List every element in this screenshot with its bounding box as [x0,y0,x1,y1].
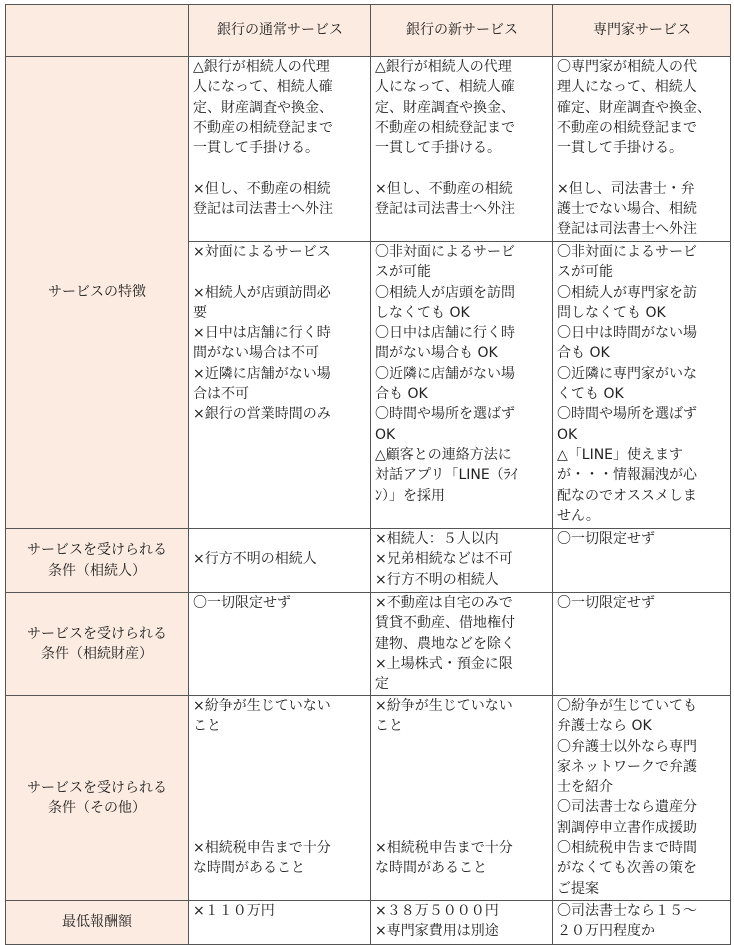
cell-line: 〇時間や場所を選ばず [557,406,697,423]
cell-line: 〇一切限定せず [557,595,655,611]
cell-features1-bank-regular [189,57,371,242]
cell-line: 〇司法書士なら遺産分 [557,799,697,816]
cell-line: 要 [193,304,207,321]
cell-line: ×但し、不動産の相続 [375,180,513,197]
row-label-text: 条件（相続人） [48,562,146,579]
cell-line: △銀行が相続人の代理 [193,59,330,75]
cell-line: ×紛争が生じていない [193,698,331,714]
cell-line: ×不動産は自宅のみで [375,595,513,611]
cell-line: 理人になって、相続人 [557,79,697,96]
cell-line: ×但し、司法書士・弁 [557,180,695,197]
cell-other-bank-new [371,696,553,901]
spacer [193,737,367,838]
blank-line [193,158,367,178]
cell-line: 〇近隣に専門家がいな [557,365,697,382]
cell-line: 間がない場合も OK [375,345,498,362]
cell-line: 人になって、相続人確 [375,79,515,96]
cell-line: △銀行が相続人の代理 [375,59,512,75]
cell-line: 〇専門家が相続人の代 [557,59,697,75]
cell-line: 弁護士なら OK [557,718,652,735]
cell-features1-bank-new [371,57,553,242]
row-label-text: 条件（相続財産） [41,646,153,662]
cell-line: 〇一切限定せず [193,595,291,611]
row-label-text: サービスの特徴 [48,284,146,301]
cell-line: ×相続税申告まで十分 [375,839,513,856]
cell-line: 対話アプリ「LINE（ﾗｲ [375,467,518,484]
cell-line: ×相続人が店頭訪問必 [193,284,331,301]
cell-line: OK [557,426,578,443]
cell-line: しなくても OK [375,304,470,321]
cell-line: ×対面によるサービス [193,244,331,260]
cell-line: ×行方不明の相続人 [193,551,317,568]
cell-fee-bank-new [371,901,553,945]
cell-line: ×日中は店舗に行く時 [193,325,331,342]
cell-line: △「LINE」使えます [557,446,684,463]
cell-line: 一貫して手掛ける。 [557,140,683,157]
cell-line: 賃貸不動産、借地権付 [375,615,515,632]
cell-line: 〇非対面によるサービ [375,244,515,260]
cell-line: 〇日中は時間がない場 [557,325,697,342]
service-comparison-table [5,4,731,945]
cell-line: OK [375,426,396,443]
cell-line: 人になって、相続人確 [193,79,333,96]
cell-line: ご提案 [557,880,599,897]
cell-line: 一貫して手掛ける。 [193,140,319,157]
other-conditions-label [6,696,189,901]
cell-line: こと [375,718,403,735]
cell-line: 定 [375,676,389,693]
cell-line: 〇紛争が生じていても [557,698,697,714]
spacer [375,737,549,838]
cell-line: 合は不可 [193,386,249,403]
row-label-text: 条件（その他） [48,800,146,816]
blank-line [375,158,549,178]
cell-line: 定、財産調査や換金、 [375,99,515,116]
row-label-text: サービスを受けられる [27,542,167,559]
cell-line: ×近隣に店舗がない場 [193,365,331,382]
cell-other-expert [553,696,731,901]
cell-line: 〇日中は店舗に行く時 [375,325,515,342]
row-label-text: 最低報酬額 [62,914,132,931]
header-row [6,5,731,57]
cell-line: 〇相続人が店頭を訪問 [375,284,515,301]
cell-line: 家ネットワークで弁護 [557,758,697,775]
cell-line: 登記は司法書士へ外注 [557,221,697,238]
header-bank-new: 銀行の新サービス [371,5,553,57]
cell-heir-bank-new [371,529,553,593]
cell-line: ×相続税申告まで十分 [193,839,331,856]
features-row-1 [6,57,731,242]
cell-line: 〇相続人が専門家を訪 [557,284,697,301]
cell-fee-expert [553,901,731,945]
blank-line [557,158,727,178]
cell-line: 確定、財産調査や換金、 [557,99,711,116]
cell-line: 登記は司法書士へ外注 [193,201,333,218]
header-corner-cell [6,5,189,57]
min-fee-row [6,901,731,945]
min-fee-label [6,901,189,945]
cell-line: 〇近隣に店舗がない場 [375,365,515,382]
blank-line [193,262,367,282]
cell-line: くても OK [557,386,624,403]
cell-asset-expert [553,593,731,696]
cell-line: 〇相続税申告まで時間 [557,840,697,857]
cell-line: ×行方不明の相続人 [375,571,499,588]
cell-line: 一貫して手掛ける。 [375,140,501,157]
other-conditions-row [6,696,731,901]
cell-features2-bank-regular [189,242,371,529]
cell-features2-bank-new [371,242,553,529]
cell-line: が・・・情報漏洩が心 [557,467,697,484]
cell-line: ×但し、不動産の相続 [193,180,331,197]
cell-line: 〇司法書士なら１５～ [557,903,697,919]
cell-line: せん。 [557,507,600,524]
cell-line: 間がない場合は不可 [193,345,319,362]
row-label-text: サービスを受けられる [27,625,167,642]
asset-conditions-row [6,593,731,696]
cell-line: ×紛争が生じていない [375,698,513,714]
cell-line: 不動産の相続登記まで [193,119,333,136]
cell-line: 合も OK [375,386,428,403]
cell-line: ×３８万５０００円 [375,903,499,919]
cell-line: ×上場株式・預金に限 [375,655,513,672]
cell-line: 割調停申立書作成援助 [557,819,697,836]
cell-line: ×相続人：５人以内 [375,531,499,547]
cell-line: な時間があること [375,859,487,876]
cell-line: 問しなくても OK [557,304,666,321]
cell-line: ﾝ）」を採用 [375,487,445,504]
cell-line: 〇弁護士以外なら専門 [557,738,697,755]
cell-line: 配なのでオススメしま [557,487,697,504]
cell-asset-bank-new [371,593,553,696]
blank-line [193,529,367,549]
cell-heir-bank-regular [189,529,371,593]
cell-other-bank-regular [189,696,371,901]
heir-conditions-label [6,529,189,593]
heir-conditions-row [6,529,731,593]
cell-line: 護士でない場合、相続 [557,201,697,218]
cell-line: 定、財産調査や換金、 [193,99,333,116]
cell-line: ２０万円程度か [557,923,655,940]
cell-line: 士を紹介 [557,779,613,796]
cell-line: スが可能 [557,264,613,281]
cell-asset-bank-regular [189,593,371,696]
cell-line: 〇非対面によるサービ [557,244,697,260]
cell-line: ×専門家費用は別途 [375,923,499,940]
cell-features2-expert [553,242,731,529]
cell-line: ×兄弟相続などは不可 [375,551,513,568]
asset-conditions-label [6,593,189,696]
cell-line: こと [193,718,221,735]
cell-line: スが可能 [375,264,431,281]
header-expert: 専門家サービス [553,5,731,57]
cell-features1-expert [553,57,731,242]
cell-line: 不動産の相続登記まで [557,119,697,136]
cell-line: ×１１０万円 [193,903,275,919]
cell-line: 合も OK [557,345,610,362]
cell-heir-expert [553,529,731,593]
cell-line: 登記は司法書士へ外注 [375,201,515,218]
row-label-text: サービスを受けられる [27,779,167,796]
header-bank-regular: 銀行の通常サービス [189,5,371,57]
cell-line: 〇一切限定せず [557,531,655,547]
cell-line: △顧客との連絡方法に [375,446,512,463]
cell-fee-bank-regular [189,901,371,945]
cell-line: がなくても次善の策を [557,860,697,877]
cell-line: ×銀行の営業時間のみ [193,406,331,423]
cell-line: 建物、農地などを除く [375,635,515,652]
features-label [6,57,189,529]
cell-line: な時間があること [193,859,305,876]
cell-line: 不動産の相続登記まで [375,119,515,136]
cell-line: 〇時間や場所を選ばず [375,406,515,423]
